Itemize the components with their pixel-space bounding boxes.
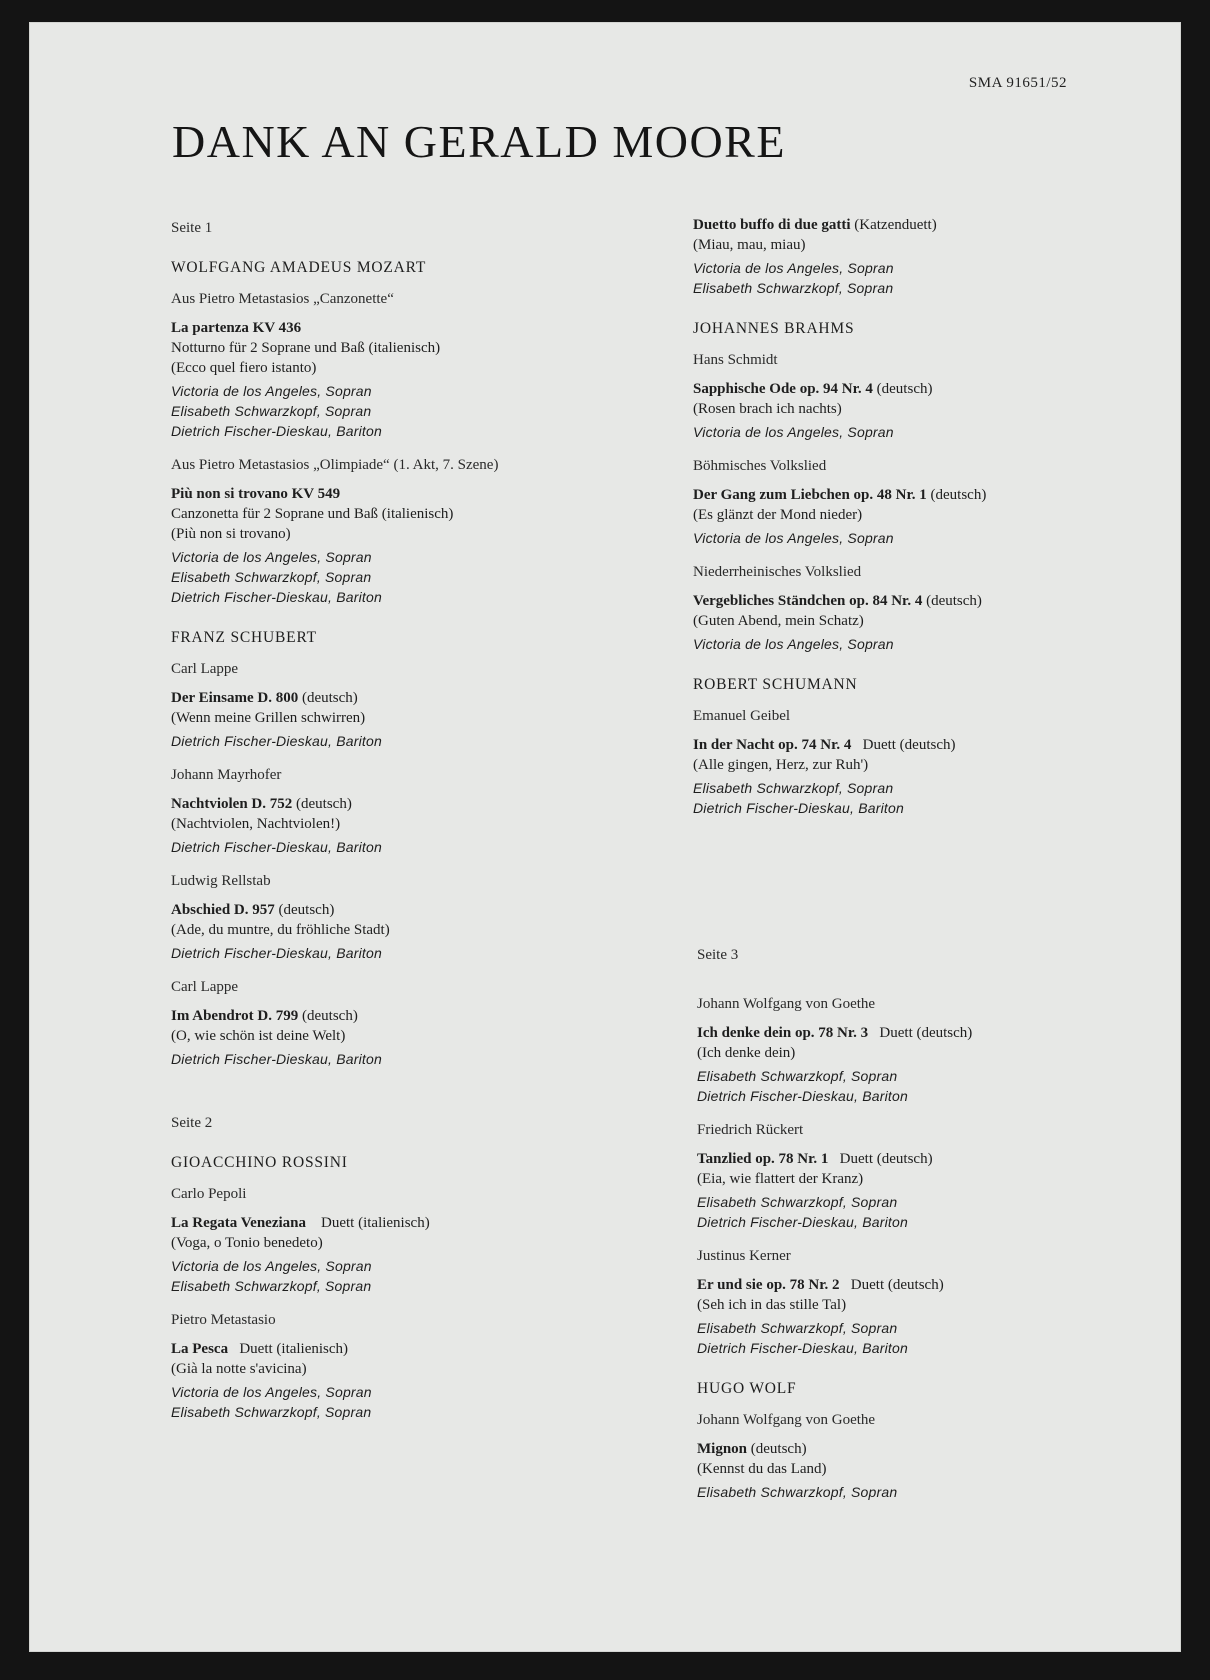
- right-column-side3: [697, 947, 1177, 1518]
- poet: Johann Wolfgang von Goethe: [697, 1412, 876, 1428]
- incipit: (Più non si trovano): [171, 526, 291, 542]
- performer: Dietrich Fischer-Dieskau, Bariton: [171, 733, 382, 749]
- work-title: Abschied D. 957: [171, 902, 275, 918]
- incipit: (Ade, du muntre, du fröhliche Stadt): [171, 922, 390, 938]
- performer: Dietrich Fischer-Dieskau, Bariton: [171, 945, 382, 961]
- performer: Elisabeth Schwarzkopf, Sopran: [697, 1194, 898, 1210]
- work-title-line: [693, 485, 1173, 505]
- work-entry: [171, 457, 651, 607]
- incipit: (Eia, wie flattert der Kranz): [697, 1171, 864, 1187]
- work-entry: [171, 291, 651, 441]
- incipit: (Alle gingen, Herz, zur Ruh'): [693, 757, 869, 773]
- work-suffix: (deutsch): [922, 593, 982, 609]
- work-title-line: [171, 484, 651, 504]
- side-label: Seite 3: [697, 947, 739, 963]
- work-title: La partenza KV 436: [171, 320, 302, 336]
- performer: Dietrich Fischer-Dieskau, Bariton: [697, 1214, 908, 1230]
- performer: Elisabeth Schwarzkopf, Sopran: [697, 1484, 898, 1500]
- work-suffix: (deutsch): [926, 487, 987, 503]
- performer: Victoria de los Angeles, Sopran: [171, 1384, 372, 1400]
- work-description: Notturno für 2 Soprane und Baß (italienisch): [171, 340, 441, 356]
- performer: Elisabeth Schwarzkopf, Sopran: [697, 1068, 898, 1084]
- composer-heading: ROBERT SCHUMANN: [693, 676, 858, 693]
- performer: Victoria de los Angeles, Sopran: [171, 1258, 372, 1274]
- performer: Elisabeth Schwarzkopf, Sopran: [693, 780, 894, 796]
- incipit: (Rosen brach ich nachts): [693, 401, 842, 417]
- work-title: La Regata Veneziana: [171, 1215, 306, 1231]
- work-title: Der Gang zum Liebchen op. 48 Nr. 1: [693, 487, 927, 503]
- work-entry: [171, 979, 651, 1069]
- work-title-line: [697, 1275, 1177, 1295]
- work-title: Vergebliches Ständchen op. 84 Nr. 4: [693, 593, 923, 609]
- work-title-line: [171, 318, 651, 338]
- work-suffix: (deutsch): [292, 796, 352, 812]
- work-title: Mignon: [697, 1441, 748, 1457]
- work-suffix: (deutsch): [872, 381, 933, 397]
- side-label: Seite 2: [171, 1115, 213, 1131]
- performer: Victoria de los Angeles, Sopran: [693, 530, 894, 546]
- performer: Dietrich Fischer-Dieskau, Bariton: [693, 800, 904, 816]
- incipit: (Già la notte s'avicina): [171, 1361, 307, 1377]
- work-title-line: [693, 215, 1173, 235]
- work-suffix: (deutsch): [274, 902, 335, 918]
- poet: Böhmisches Volkslied: [693, 458, 827, 474]
- liner-notes-sheet: [29, 22, 1181, 1652]
- work-title-line: [171, 688, 651, 708]
- work-suffix: Duett (deutsch): [839, 1277, 944, 1293]
- performer: Elisabeth Schwarzkopf, Sopran: [697, 1320, 898, 1336]
- work-entry: [693, 215, 1173, 298]
- poet: Friedrich Rückert: [697, 1122, 804, 1138]
- incipit: (Ecco quel fiero istanto): [171, 360, 317, 376]
- incipit: (Nachtviolen, Nachtviolen!): [171, 816, 341, 832]
- work-title: Ich denke dein op. 78 Nr. 3: [697, 1025, 869, 1041]
- work-entry: [697, 996, 1177, 1106]
- performer: Elisabeth Schwarzkopf, Sopran: [171, 1404, 372, 1420]
- performer: Dietrich Fischer-Dieskau, Bariton: [171, 1051, 382, 1067]
- poet: Carl Lappe: [171, 979, 239, 995]
- work-description: Canzonetta für 2 Soprane und Baß (italienisch): [171, 506, 454, 522]
- work-title: Im Abendrot D. 799: [171, 1008, 299, 1024]
- incipit: (Wenn meine Grillen schwirren): [171, 710, 366, 726]
- performer: Victoria de los Angeles, Sopran: [171, 549, 372, 565]
- incipit: (Ich denke dein): [697, 1045, 796, 1061]
- page-title: DANK AN GERALD MOORE: [172, 116, 786, 167]
- work-title-line: [171, 1213, 651, 1233]
- poet: Johann Mayrhofer: [171, 767, 282, 783]
- work-entry: [697, 1412, 1177, 1502]
- poet: Niederrheinisches Volkslied: [693, 564, 862, 580]
- work-entry: [697, 1122, 1177, 1232]
- work-title: In der Nacht op. 74 Nr. 4: [693, 737, 852, 753]
- work-suffix: (deutsch): [298, 1008, 358, 1024]
- performer: Dietrich Fischer-Dieskau, Bariton: [697, 1340, 908, 1356]
- source-line: Aus Pietro Metastasios „Canzonette“: [171, 291, 394, 307]
- work-entry: [697, 1248, 1177, 1358]
- right-column: [693, 215, 1173, 834]
- incipit: (Kennst du das Land): [697, 1461, 827, 1477]
- work-suffix: Duett (italienisch): [306, 1215, 430, 1231]
- performer: Victoria de los Angeles, Sopran: [693, 260, 894, 276]
- poet: Carl Lappe: [171, 661, 239, 677]
- work-entry: [693, 564, 1173, 654]
- work-entry: [171, 1312, 651, 1422]
- work-title-line: [697, 1149, 1177, 1169]
- performer: Victoria de los Angeles, Sopran: [693, 636, 894, 652]
- work-title-line: [171, 1339, 651, 1359]
- work-title-line: [171, 794, 651, 814]
- work-entry: [171, 767, 651, 857]
- poet: Pietro Metastasio: [171, 1312, 276, 1328]
- work-suffix: Duett (deutsch): [828, 1151, 933, 1167]
- work-title-line: [171, 900, 651, 920]
- work-entry: [693, 352, 1173, 442]
- performer: Elisabeth Schwarzkopf, Sopran: [171, 403, 372, 419]
- work-title: La Pesca: [171, 1341, 229, 1357]
- work-title: Der Einsame D. 800: [171, 690, 299, 706]
- source-line: Aus Pietro Metastasios „Olimpiade“ (1. Akt, 7. Szene): [171, 457, 499, 473]
- work-title: Più non si trovano KV 549: [171, 486, 341, 502]
- work-entry: [693, 708, 1173, 818]
- work-entry: [693, 458, 1173, 548]
- work-title-line: [693, 379, 1173, 399]
- work-entry: [171, 661, 651, 751]
- poet: Hans Schmidt: [693, 352, 778, 368]
- incipit: (O, wie schön ist deine Welt): [171, 1028, 346, 1044]
- work-title-line: [171, 1006, 651, 1026]
- work-title-line: [693, 591, 1173, 611]
- poet: Ludwig Rellstab: [171, 873, 271, 889]
- performer: Elisabeth Schwarzkopf, Sopran: [171, 1278, 372, 1294]
- work-title: Sapphische Ode op. 94 Nr. 4: [693, 381, 873, 397]
- incipit: (Seh ich in das stille Tal): [697, 1297, 847, 1313]
- performer: Dietrich Fischer-Dieskau, Bariton: [171, 589, 382, 605]
- poet: Johann Wolfgang von Goethe: [697, 996, 876, 1012]
- work-suffix: Duett (deutsch): [851, 737, 956, 753]
- work-title: Er und sie op. 78 Nr. 2: [697, 1277, 840, 1293]
- performer: Elisabeth Schwarzkopf, Sopran: [171, 569, 372, 585]
- work-entry: [171, 873, 651, 963]
- performer: Dietrich Fischer-Dieskau, Bariton: [697, 1088, 908, 1104]
- composer-heading: HUGO WOLF: [697, 1380, 797, 1397]
- work-title: Nachtviolen D. 752: [171, 796, 293, 812]
- work-suffix: (deutsch): [298, 690, 358, 706]
- composer-heading: JOHANNES BRAHMS: [693, 320, 855, 337]
- work-entry: [171, 1186, 651, 1296]
- work-suffix: (deutsch): [747, 1441, 807, 1457]
- performer: Dietrich Fischer-Dieskau, Bariton: [171, 839, 382, 855]
- catalog-number: SMA 91651/52: [968, 75, 1067, 91]
- performer: Elisabeth Schwarzkopf, Sopran: [693, 280, 894, 296]
- side-label: Seite 1: [171, 220, 213, 236]
- work-title: Duetto buffo di due gatti: [693, 217, 851, 233]
- work-title-line: [697, 1439, 1177, 1459]
- performer: Victoria de los Angeles, Sopran: [693, 424, 894, 440]
- work-title-line: [693, 735, 1173, 755]
- composer-heading: GIOACCHINO ROSSINI: [171, 1154, 348, 1171]
- performer: Victoria de los Angeles, Sopran: [171, 383, 372, 399]
- incipit: (Voga, o Tonio benedeto): [171, 1235, 323, 1251]
- left-column: [171, 220, 651, 1438]
- poet: Emanuel Geibel: [693, 708, 791, 724]
- incipit: (Guten Abend, mein Schatz): [693, 613, 864, 629]
- performer: Dietrich Fischer-Dieskau, Bariton: [171, 423, 382, 439]
- poet: Justinus Kerner: [697, 1248, 791, 1264]
- incipit: (Es glänzt der Mond nieder): [693, 507, 863, 523]
- poet: Carlo Pepoli: [171, 1186, 247, 1202]
- work-suffix: (Katzenduett): [850, 217, 937, 233]
- work-suffix: Duett (italienisch): [228, 1341, 349, 1357]
- composer-heading: WOLFGANG AMADEUS MOZART: [171, 259, 427, 276]
- composer-heading: FRANZ SCHUBERT: [171, 629, 317, 646]
- incipit: (Miau, mau, miau): [693, 237, 806, 253]
- work-title-line: [697, 1023, 1177, 1043]
- work-title: Tanzlied op. 78 Nr. 1: [697, 1151, 829, 1167]
- work-suffix: Duett (deutsch): [868, 1025, 973, 1041]
